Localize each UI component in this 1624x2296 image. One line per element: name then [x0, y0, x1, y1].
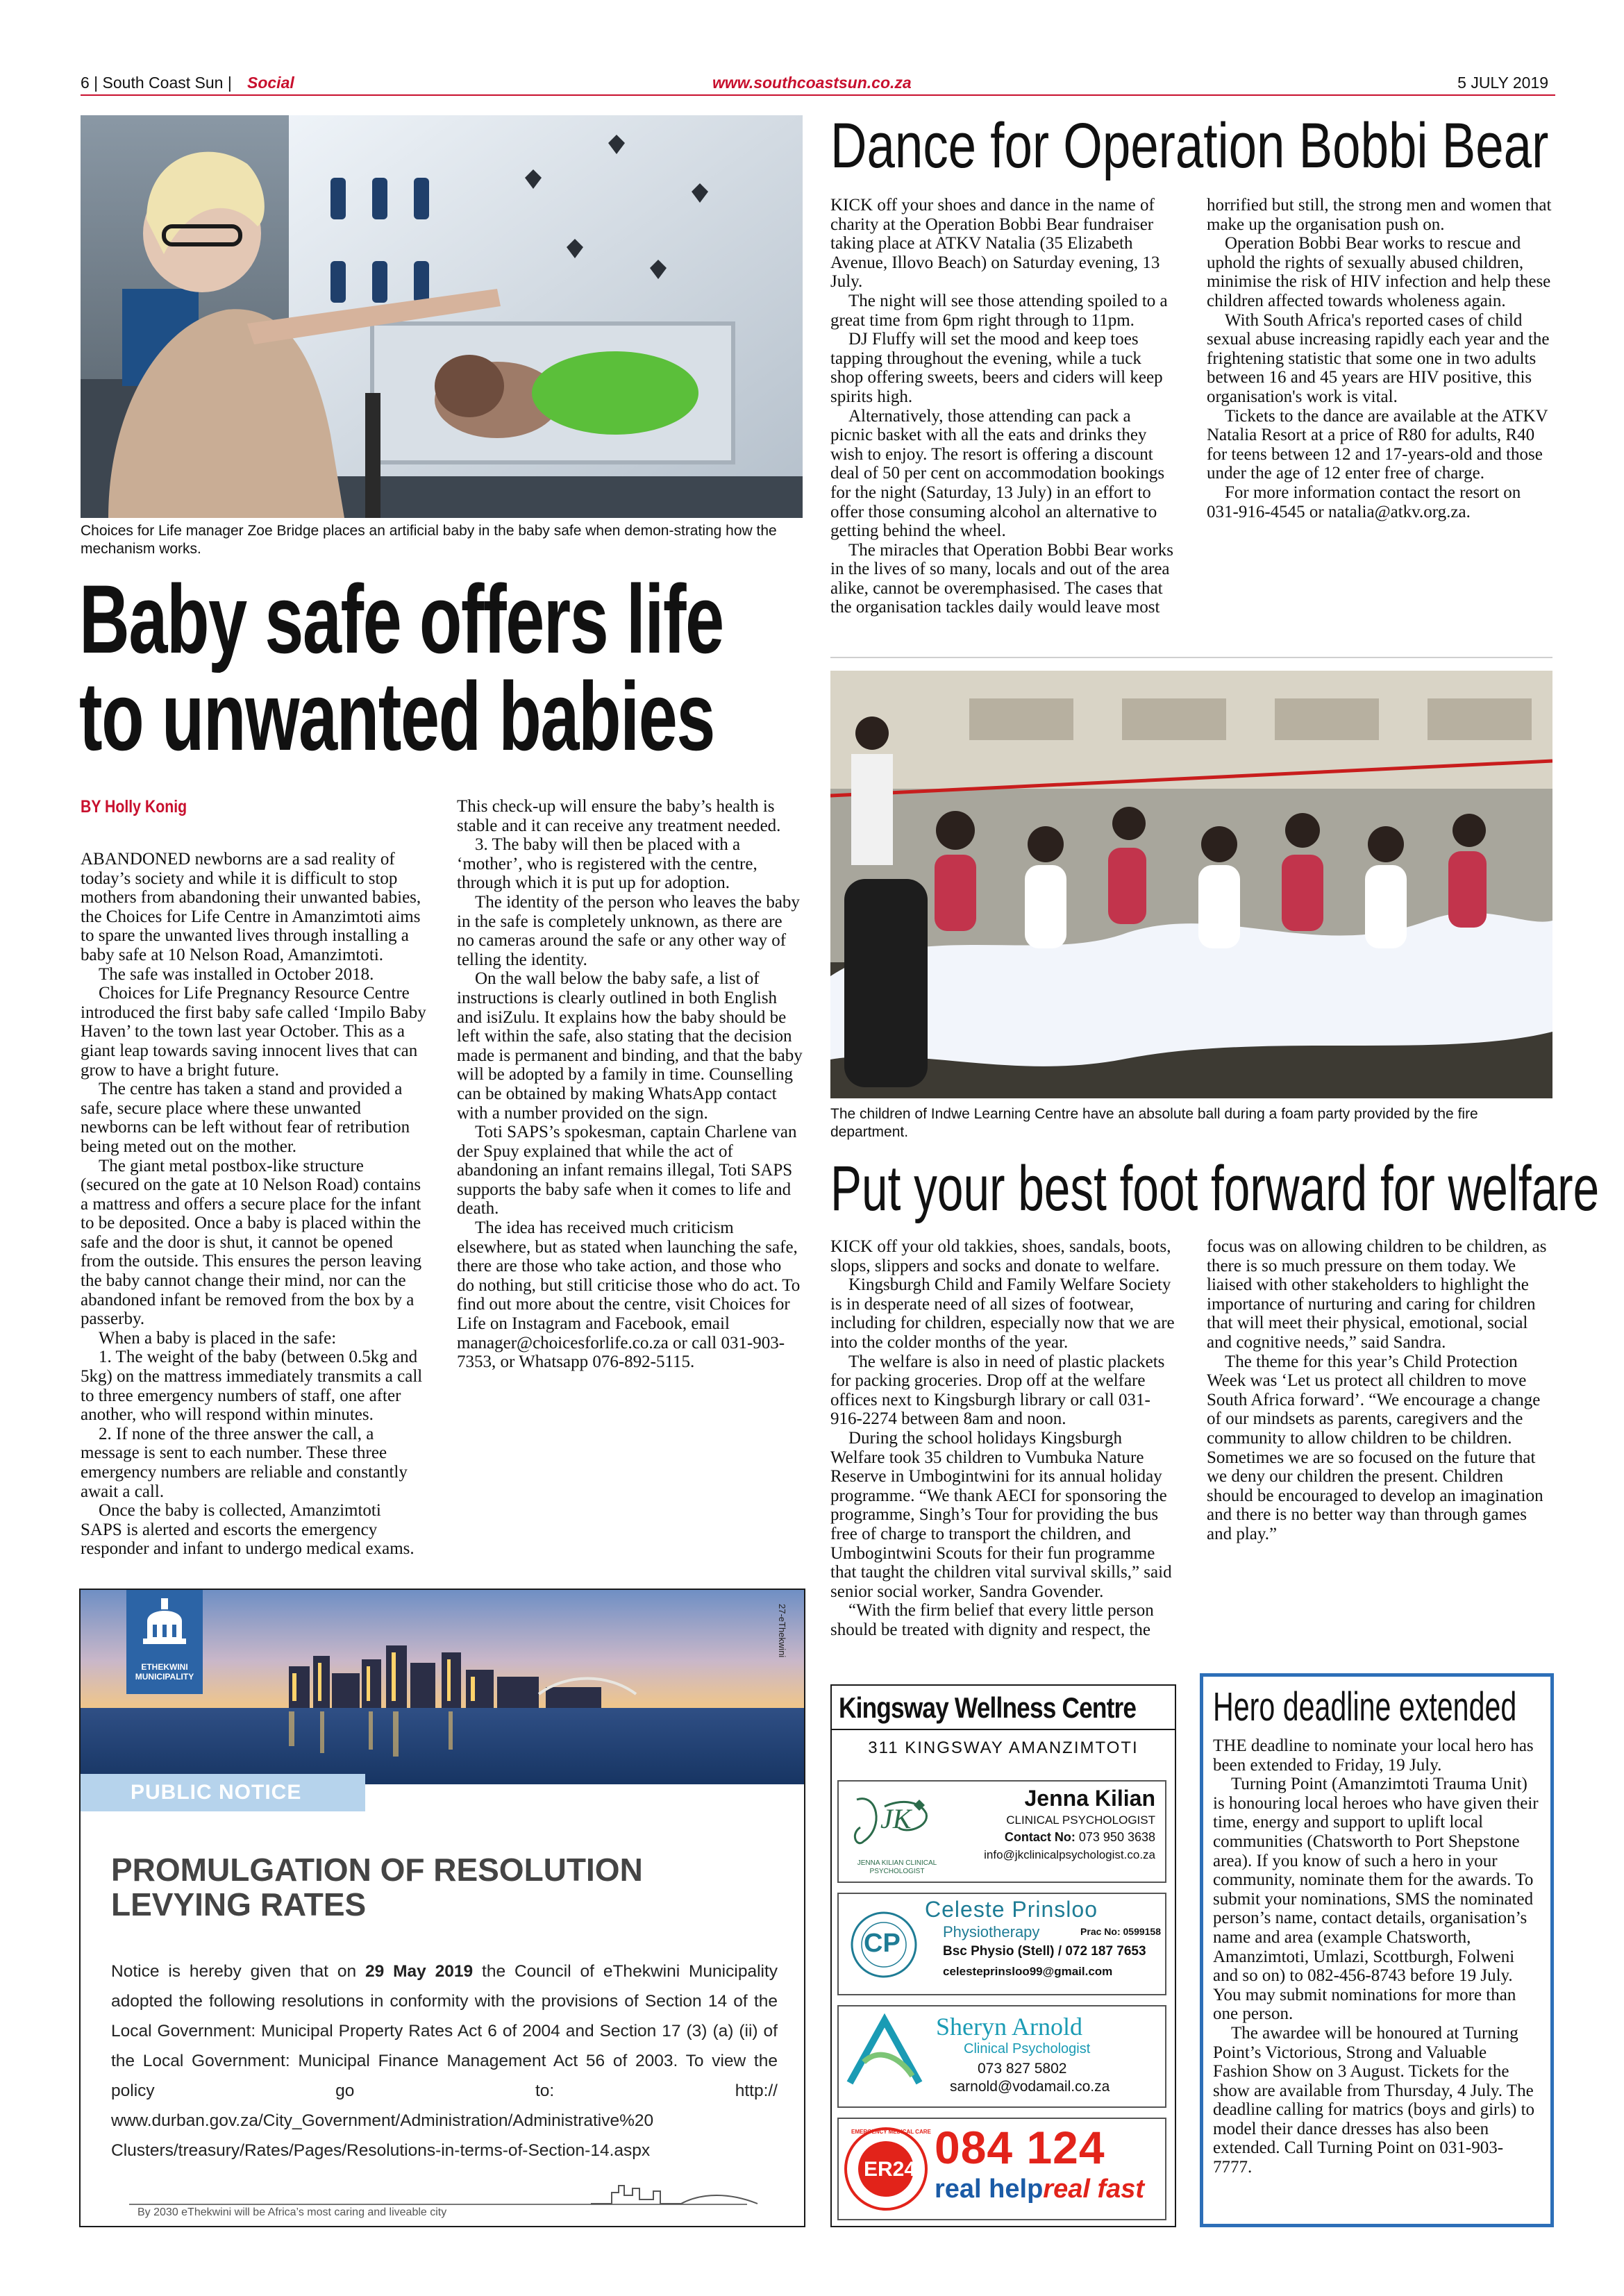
jk-phone[interactable]: 073 950 3638 — [1078, 1830, 1155, 1844]
notice-footer-slogan: By 2030 eThekwini will be Africa’s most caring and liveable city — [137, 2206, 447, 2218]
bobbi-bear-paragraph: KICK off your shoes and dance in the name of charity at the Operation Bobbi Bear fundraiser taking place at ATKV Natalia (35 Elizabeth Avenue, Illovo Beach) on Saturday evening, 13 July. — [830, 196, 1160, 292]
folio-bar — [81, 74, 1555, 94]
public-notice-ad — [79, 1589, 805, 2227]
baby-safe-paragraph: The centre has taken a stand and provided a safe, secure place where these unwanted newborns can be left without fear of retribution being meted out on the mother. — [81, 1080, 410, 1156]
hero-headline: Hero deadline extended — [1213, 1684, 1517, 1729]
wellness-title-rule — [832, 1729, 1175, 1730]
bobbi-bear-paragraph: The night will see those attending spoiled to a great time from 6pm right through to 11pm. — [830, 291, 1168, 330]
hero-paragraph: THE deadline to nominate your local hero has been extended to Friday, 19 July. — [1213, 1736, 1534, 1775]
folio-rule — [81, 94, 1555, 96]
bobbi-bear-paragraph: DJ Fluffy will set the mood and keep toes tapping throughout the evening, while a tuck shop offering sweets, beers and ciders will keep spirits high. — [830, 330, 1163, 406]
jk-monogram-text: JK — [880, 1803, 912, 1834]
bobbi-bear-paragraph: For more information contact the resort on 031-916-4545 or natalia@atkv.org.za. — [1207, 483, 1521, 521]
welfare-paragraph: The theme for this year’s Child Protection Week was ‘Let us protect all children to move South Africa forward’. “We encourage a change of our mindsets as parents, caregivers and the community to allow children to be children. Sometimes we are so focused on the future that we deny our children the present. Children should be encouraged to develop an imagination and there is no better way than through games and play.” — [1207, 1352, 1543, 1543]
notice-body-text-b: the Council of eThekwini Municipality adopted the following resolutions in conformity with the provisions of Section 14 of the Local Government: Municipal Property Rates Act 6 of 2004 and Section 17 (3) (a) (ii) of the Local Government: Municipal Finance Management Act 56 of 2003. To view the policy go to: http:// www.durban.gov.za/City_Government/Administration/Administrative%20 Clusters/treasury/Rates/Pages/Resolutions-in-terms-of-Section-14.aspx — [111, 1962, 778, 2160]
ad-er24[interactable] — [837, 2118, 1166, 2220]
welfare-article-body — [830, 1237, 1552, 1640]
jk-role: CLINICAL PSYCHOLOGIST — [1006, 1813, 1155, 1827]
baby-safe-paragraph: When a baby is placed in the safe: — [99, 1328, 337, 1348]
welfare-paragraph: KICK off your old takkies, shoes, sandals, boots, slops, slippers and socks and donate to welfare. — [830, 1237, 1171, 1275]
jk-email[interactable]: info@jkclinicalpsychologist.co.za — [984, 1848, 1155, 1861]
jk-name: Jenna Kilian — [1024, 1786, 1155, 1811]
bobbi-bear-paragraph: Tickets to the dance are available at the ATKV Natalia Resort at a price of R80 for adults, R40 for teens between 12 and 17-years-old and those under the age of 12 enter free of charge. — [1207, 406, 1548, 483]
hero-deadline-box — [1200, 1673, 1554, 2227]
baby-safe-photo — [81, 115, 803, 518]
bobbi-bear-headline: Dance for Operation Bobbi Bear — [830, 110, 1549, 181]
hero-article-body — [1213, 1736, 1541, 2177]
notice-title-line2: LEVYING RATES — [111, 1886, 367, 1922]
folio-page-section: 6 | South Coast Sun | — [81, 74, 232, 92]
baby-safe-byline: BY Holly Konig — [81, 797, 187, 816]
er24-slogan-a: real help — [935, 2175, 1044, 2204]
sa-phone[interactable]: 073 827 5802 — [978, 2061, 1067, 2077]
sa-email[interactable]: sarnold@vodamail.co.za — [950, 2079, 1110, 2095]
notice-body-text-a: Notice is hereby given that on — [111, 1962, 365, 1981]
public-notice-banner — [81, 1774, 365, 1811]
baby-safe-photo-caption: Choices for Life manager Zoe Bridge places an artificial baby in the baby safe when demon-strating how the mechanism works. — [81, 523, 777, 557]
baby-safe-paragraph: ABANDONED newborns are a sad reality of today’s society and while it is difficult to stop mothers from abandoning their unwanted babies, the Choices for Life Centre in Amanzimtoti aims to spare the unwanted lives through installing a baby safe at 10 Nelson Road, Amanzimtoti. — [81, 850, 421, 964]
notice-date: 29 May 2019 — [365, 1962, 474, 1981]
foam-party-photo-caption: The children of Indwe Learning Centre have an absolute ball during a foam party provided by the fire department. — [830, 1106, 1478, 1140]
bobbi-bear-paragraph: The miracles that Operation Bobbi Bear works in the lives of so many, locals and out of the area alike, cannot be overemphasised. The cases that the organisation tackles daily would leave most horrified but still, the strong men and women that make up the organisation push on. — [830, 196, 1552, 617]
notice-body — [111, 1956, 778, 2165]
baby-safe-article-body — [81, 797, 803, 1568]
ad-celeste-prinsloo[interactable] — [837, 1893, 1166, 1995]
baby-safe-paragraph: Toti SAPS’s spokesman, captain Charlene van der Spuy explained that while the act of abandoning an infant remains illegal, Toti SAPS supports the baby safe when it comes to life and death. — [457, 1123, 797, 1218]
bobbi-bear-paragraph: Operation Bobbi Bear works to rescue and uphold the rights of sexually abused children, minimise the risk of HIV infection and help these children affected towards wholeness again. — [1207, 234, 1551, 310]
baby-safe-paragraph: The safe was installed in October 2018. — [99, 964, 374, 984]
baby-safe-headline — [79, 564, 815, 771]
sa-name: Sheryn Arnold — [936, 2013, 1082, 2041]
baby-safe-paragraph: The idea has received much criticism elsewhere, but as stated when launching the safe, there are those who take action, and those who do nothing, but still criticise those who do act. To find out more about the centre, visit Choices for Life on Instagram and Facebook, email manager@choicesforlife.co.za or call 031-903-7353, or Whatsapp 076-892-5115. — [457, 1218, 801, 1372]
notice-title — [111, 1852, 778, 1922]
bobbi-bear-paragraph: With South Africa's reported cases of child sexual abuse increasing rapidly each year and the frightening statistic that some one in two adults between 16 and 45 years are HIV positive, this organisation's work is vital. — [1207, 310, 1550, 406]
foam-party-photo-illustration — [830, 671, 1552, 1098]
welfare-paragraph: Kingsburgh Child and Family Welfare Society is in desperate need of all sizes of footwear, including for children, especially now that we are into the colder months of the year. — [830, 1275, 1175, 1352]
er24-number[interactable]: 084 124 — [935, 2122, 1105, 2173]
ad-jenna-kilian[interactable] — [837, 1780, 1166, 1883]
folio-section-label: Social — [247, 74, 294, 92]
foam-party-photo — [830, 671, 1552, 1098]
baby-safe-paragraph: On the wall below the baby safe, a list of instructions is clearly outlined in both English and isiZulu. It explains how the baby should be left within the safe, also stating that the decision made is permanent and binding, and that the baby will be adopted by a family in time. Counselling can be obtained by making WhatsApp contact with a number provided on the sign. — [457, 969, 803, 1123]
hero-paragraph: Turning Point (Amanzimtoti Trauma Unit) is honouring local heroes who have given their time, energy and support to uplift local communities (Chatsworth to Port Shepstone area). If you know of such a hero in your community, nominate them for the awards. To submit your nominations, SMS the nominated person’s name, contact details, organisation’s name and area (example Chatsworth, Amanzimtoti, Umlazi, Scottburgh, Folweni and so on) to 082-456-8743 before 19 July. You may submit nominations for more than one person. — [1213, 1775, 1539, 2024]
cp-prac-no: Prac No: 0599158 — [1080, 1926, 1161, 1937]
baby-safe-paragraph: Choices for Life Pregnancy Resource Centre introduced the first baby safe called ‘Impilo Baby Haven’ to the town last year October. This as a giant leap towards saving innocent lives that can grow to have a bright future. — [81, 984, 426, 1080]
baby-safe-paragraph: 2. If none of the three answer the call, a message is sent to each number. These three emergency numbers are reliable and constantly await a call. — [81, 1424, 408, 1501]
wellness-directory — [830, 1684, 1176, 2227]
folio-website[interactable]: www.southcoastsun.co.za — [712, 74, 912, 92]
folio-date: 5 JULY 2019 — [1457, 74, 1548, 92]
baby-safe-photo-illustration — [81, 115, 803, 518]
wellness-directory-title: Kingsway Wellness Centre — [839, 1691, 1137, 1724]
cp-monogram-text: CP — [864, 1929, 901, 1958]
ethekwini-badge — [126, 1590, 203, 1694]
bobbi-bear-paragraph: Alternatively, those attending can pack a picnic basket with all the eats and drinks they wish to enjoy. The resort is offering a discount deal of 50 per cent on accommodation bookings for the night (Saturday, 13 July) in an effort to offer those consuming alcohol an alternative to getting behind the wheel. — [830, 406, 1165, 541]
sa-role: Clinical Psychologist — [964, 2041, 1091, 2056]
welfare-headline: Put your best foot forward for welfare — [830, 1153, 1600, 1224]
notice-title-line1: PROMULGATION OF RESOLUTION — [111, 1852, 643, 1888]
cp-qualification-phone[interactable]: Bsc Physio (Stell) / 072 187 7653 — [943, 1944, 1146, 1959]
bobbi-bear-article-body — [830, 196, 1552, 647]
section-divider — [830, 657, 1552, 658]
city-hall-dome-icon — [126, 1590, 203, 1659]
ad-sheryn-arnold[interactable] — [837, 2005, 1166, 2108]
cp-name: Celeste Prinsloo — [925, 1897, 1098, 1922]
baby-safe-paragraph: The identity of the person who leaves the baby in the safe is completely unknown, as there are no cameras around the safe or any other way of telling the identity. — [457, 892, 800, 969]
cp-email[interactable]: celesteprinsloo99@gmail.com — [943, 1965, 1113, 1978]
baby-safe-headline-line1: Baby safe offers life — [79, 564, 723, 673]
jk-contact-line — [1005, 1830, 1155, 1845]
public-notice-banner-label: PUBLIC NOTICE — [131, 1781, 302, 1804]
er24-slogan — [935, 2175, 1144, 2204]
jk-contact-label: Contact No: — [1004, 1830, 1075, 1844]
wellness-directory-address: 311 KINGSWAY AMANZIMTOTI — [868, 1738, 1139, 1757]
baby-safe-paragraph: Once the baby is collected, Amanzimtoti SAPS is alerted and escorts the emergency responder and infant to undergo medical exams. This check-up will ensure the baby’s health is stable and it can receive any treatment needed. — [81, 797, 781, 1559]
jk-logo-caption: JENNA KILIAN CLINICAL PSYCHOLOGIST — [857, 1859, 937, 1875]
welfare-paragraph: During the school holidays Kingsburgh Welfare took 35 children to Vumbuka Nature Reserve in Umbogintwini for its annual holiday programme. “We thank AECI for sponsoring the programme, Singh’s Tour for providing the bus free of charge to transport the children, and Umbogintwini Scouts for their fun programme that taught the children vital survival skills,” said senior social worker, Sandra Govender. — [830, 1428, 1172, 1601]
baby-safe-paragraph: The giant metal postbox-like structure (secured on the gate at 10 Nelson Road) contains a mattress and offers a secure place for the infant to be deposited. Once a baby is placed within the safe and the door is shut, it cannot be opened from the outside. This ensures the person leaving the baby cannot change their mind, nor can the abandoned infant be removed from the box by a passerby. — [81, 1156, 422, 1329]
notice-side-code: 27-eThekwini — [777, 1604, 787, 1658]
baby-safe-paragraph: 3. The baby will then be placed with a ‘mother’, who is registered with the centre, through which it is put up for adoption. — [457, 835, 757, 893]
er24-badge-text: ER24 — [864, 2158, 916, 2181]
er24-ring-text: EMERGENCY MEDICAL CARE — [851, 2129, 931, 2135]
sheryn-arnold-logo-icon — [843, 2013, 926, 2090]
ethekwini-badge-label: ETHEKWINI MUNICIPALITY — [135, 1662, 194, 1682]
er24-slogan-b: real fast — [1043, 2175, 1145, 2204]
cp-role: Physiotherapy — [943, 1923, 1040, 1941]
baby-safe-paragraph: 1. The weight of the baby (between 0.5kg and 5kg) on the mattress immediately transmits a call to three emergency numbers of staff, one after another, who will respond within minutes. — [81, 1348, 423, 1425]
hero-paragraph: The awardee will be honoured at Turning Point’s Victorious, Strong and Valuable Fashion Show on 3 August. Tickets for the show are available from Thursday, 4 July. The deadline calling for matrics (boys and girls) to model their dance dresses has also been extended. Call Turning Point on 031-903-7777. — [1213, 2023, 1535, 2177]
city-skyline-line-icon — [591, 2179, 764, 2206]
welfare-paragraph: The welfare is also in need of plastic plackets for packing groceries. Drop off at the welfare offices next to Kingsburgh library or call 031-916-2274 between 8am and noon. — [830, 1352, 1165, 1429]
baby-safe-headline-line2: to unwanted babies — [79, 662, 714, 771]
welfare-paragraph: “With the firm belief that every little person should be treated with dignity and respect, the focus was on allowing children to be children, as there is so much pressure on them today. We liaised with other stakeholders to highlight the importance of nurturing and caring for children that will meet their physical, emotional, social and cognitive needs,” said Sandra. — [830, 1237, 1547, 1639]
